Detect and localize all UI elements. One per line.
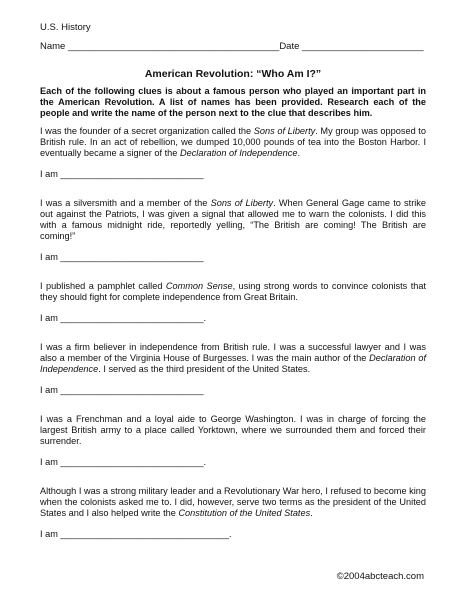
instructions: Each of the following clues is about a famous person who played an important part in the American Revolution. A list of names has been provided. Research each of the people and write the name of the person next to the clue that describes him.	[40, 86, 426, 118]
clue-4: I was a firm believer in independence from British rule. I was a successful lawyer and I was also a member of the Virginia House of Burgesses. I was the main author of the Declaration of Independence. I served as the third president of the United States.	[40, 342, 426, 374]
clue-1: I was the founder of a secret organization called the Sons of Liberty. My group was opposed to British rule. In an act of rebellion, we dumped 10,000 pounds of tea into the Boston Harbor. I eventually became a signer of the Declaration of Independence.	[40, 126, 426, 158]
copyright-footer: ©2004abcteach.com	[336, 571, 424, 582]
answer-line-3: I am ____________________________.	[40, 313, 207, 323]
worksheet-title: American Revolution: “Who Am I?”	[144, 68, 322, 80]
answer-line-2: I am ____________________________	[40, 252, 204, 262]
answer-line-1: I am ____________________________	[40, 169, 204, 179]
clue-6: Although I was a strong military leader and a Revolutionary War hero, I refused to become king when the colonists asked me to. I did, however, serve two terms as the president of the United States and I also helped write the Constitution of the United States.	[40, 486, 426, 518]
clue-2: I was a silversmith and a member of the Sons of Liberty. When General Gage came to strike out against the Patriots, I was given a signal that allowed me to warn the colonists. I did this with a famous midnight ride, reportedly yelling, “The British are coming! The British are coming!”	[40, 198, 426, 241]
answer-line-6: I am _________________________________.	[40, 529, 232, 539]
answer-line-5: I am ____________________________.	[40, 457, 207, 467]
answer-line-4: I am ____________________________	[40, 385, 204, 395]
name-date-line: Name ________________________________________Date _______________________	[40, 41, 424, 52]
clue-5: I was a Frenchman and a loyal aide to George Washington. I was in charge of forcing the largest British army to a place called Yorktown, where we surrounded them and forced their surrender.	[40, 414, 426, 446]
course-label: U.S. History	[40, 22, 91, 33]
clue-3: I published a pamphlet called Common Sense, using strong words to convince colonists that they should fight for complete independence from Great Britain.	[40, 281, 427, 302]
